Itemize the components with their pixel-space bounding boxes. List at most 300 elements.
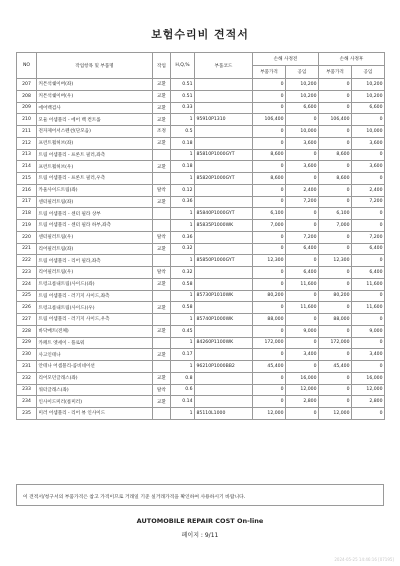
- row-item: 전자제어서스펜션(단모음): [37, 126, 153, 138]
- row-item: 카울사이드트림(좌): [37, 184, 153, 196]
- row-after-labor: 9,000: [352, 325, 385, 337]
- row-work: 교환: [153, 137, 171, 149]
- row-after-part-price: 0: [319, 278, 352, 290]
- row-no: 219: [17, 220, 37, 232]
- table-row: [17, 349, 385, 361]
- row-after-labor: 0: [352, 290, 385, 302]
- row-before-labor: 7,200: [286, 231, 319, 243]
- row-before-part-price: 8,600: [253, 149, 286, 161]
- row-no: 229: [17, 337, 37, 349]
- row-item: 미러 어셈블리 - 리어 뷰 인사이드: [37, 408, 153, 420]
- row-hqty: 1: [171, 220, 195, 232]
- row-part-code: 85850P1000GYT: [195, 255, 253, 267]
- table-row: [17, 278, 385, 290]
- row-part-code: 85740P1000WK: [195, 314, 253, 326]
- row-part-code: [195, 325, 253, 337]
- row-part-code: [195, 384, 253, 396]
- row-before-labor: 0: [286, 149, 319, 161]
- table-row: [17, 208, 385, 220]
- row-after-part-price: 172,000: [319, 337, 352, 349]
- row-after-labor: 0: [352, 220, 385, 232]
- row-after-labor: 11,600: [352, 278, 385, 290]
- row-before-part-price: 0: [253, 267, 286, 279]
- row-no: 221: [17, 243, 37, 255]
- header-after-part-price: 부품가격: [319, 66, 352, 79]
- row-item: 리어필러트림(좌): [37, 243, 153, 255]
- row-no: 209: [17, 102, 37, 114]
- row-item: 모듈 어셈블리 - 에어 백 컨트롤: [37, 114, 153, 126]
- row-no: 231: [17, 361, 37, 373]
- row-work: 교환: [153, 278, 171, 290]
- row-before-labor: 0: [286, 173, 319, 185]
- row-before-part-price: 7,000: [253, 220, 286, 232]
- row-after-part-price: 88,000: [319, 314, 352, 326]
- header-work: 작업: [153, 53, 171, 79]
- row-part-code: [195, 79, 253, 91]
- row-after-part-price: 0: [319, 372, 352, 384]
- row-after-labor: 0: [352, 173, 385, 185]
- row-work: 교환: [153, 325, 171, 337]
- row-before-part-price: 0: [253, 184, 286, 196]
- row-before-labor: 3,600: [286, 161, 319, 173]
- row-before-part-price: 0: [253, 372, 286, 384]
- row-hqty: 0.14: [171, 396, 195, 408]
- table-row: [17, 220, 385, 232]
- row-work: 탈착: [153, 231, 171, 243]
- row-after-part-price: 0: [319, 90, 352, 102]
- row-part-code: 85810P1000GYT: [195, 149, 253, 161]
- row-before-part-price: 0: [253, 396, 286, 408]
- row-item: 리어모던글래스(좌): [37, 372, 153, 384]
- row-after-part-price: 0: [319, 302, 352, 314]
- table-row: [17, 184, 385, 196]
- row-before-labor: 6,400: [286, 243, 319, 255]
- row-item: 트렁크룸내트림(사이드)(우): [37, 302, 153, 314]
- row-work: 교환: [153, 90, 171, 102]
- row-after-part-price: 106,400: [319, 114, 352, 126]
- table-row: [17, 79, 385, 91]
- row-after-labor: 10,000: [352, 126, 385, 138]
- row-hqty: 1: [171, 290, 195, 302]
- table-row: [17, 396, 385, 408]
- row-part-code: [195, 243, 253, 255]
- row-after-labor: 7,200: [352, 196, 385, 208]
- header-part-code: 부품코드: [195, 53, 253, 79]
- row-work: 교환: [153, 372, 171, 384]
- row-hqty: 1: [171, 173, 195, 185]
- row-before-labor: 6,400: [286, 267, 319, 279]
- row-item: 카페트 엣세이 - 플로워: [37, 337, 153, 349]
- row-hqty: 0.5: [171, 126, 195, 138]
- row-item: 안테나 어셈블리-콤비네이션: [37, 361, 153, 373]
- row-item: 트림 어셈블리 - 러기지 사이드,우측: [37, 314, 153, 326]
- row-before-part-price: 0: [253, 196, 286, 208]
- footer-title: AUTOMOBILE REPAIR COST On-line: [136, 517, 264, 525]
- row-before-part-price: 0: [253, 90, 286, 102]
- row-no: 225: [17, 290, 37, 302]
- row-no: 235: [17, 408, 37, 420]
- row-before-labor: 0: [286, 408, 319, 420]
- row-after-labor: 0: [352, 255, 385, 267]
- row-before-labor: 9,000: [286, 325, 319, 337]
- row-hqty: 0.12: [171, 184, 195, 196]
- price-notice: 이 견적서/청구서의 부품가격은 참고 가격이므로 거래일 기준 실거래가격을 확인하여 사용하시기 바랍니다.: [16, 484, 384, 506]
- row-after-labor: 3,400: [352, 349, 385, 361]
- row-before-part-price: 0: [253, 79, 286, 91]
- row-item: 트림 어셈블리 - 러기지 사이드,좌측: [37, 290, 153, 302]
- row-after-part-price: 0: [319, 184, 352, 196]
- row-part-code: [195, 90, 253, 102]
- header-after-adjustment: 손해 사정후: [319, 53, 385, 66]
- row-after-part-price: 0: [319, 196, 352, 208]
- row-no: 214: [17, 161, 37, 173]
- row-before-part-price: 0: [253, 349, 286, 361]
- row-item: 트렁크룸내트림(사이드)(좌): [37, 278, 153, 290]
- row-before-labor: 0: [286, 255, 319, 267]
- row-hqty: 0.36: [171, 231, 195, 243]
- row-no: 222: [17, 255, 37, 267]
- row-part-code: 85110L1000: [195, 408, 253, 420]
- row-after-part-price: 0: [319, 243, 352, 255]
- row-after-labor: 3,600: [352, 137, 385, 149]
- row-item: 프런트휠허브(우): [37, 161, 153, 173]
- table-row: [17, 325, 385, 337]
- row-after-labor: 0: [352, 208, 385, 220]
- row-hqty: 1: [171, 314, 195, 326]
- row-work: 교환: [153, 114, 171, 126]
- row-before-part-price: 12,000: [253, 408, 286, 420]
- row-work: [153, 173, 171, 185]
- row-work: [153, 361, 171, 373]
- table-row: [17, 408, 385, 420]
- row-before-labor: 2,400: [286, 184, 319, 196]
- row-part-code: [195, 372, 253, 384]
- table-row: [17, 149, 385, 161]
- row-hqty: 1: [171, 114, 195, 126]
- row-item: 트림 어셈블리 - 리어 필라,좌측: [37, 255, 153, 267]
- row-after-labor: 2,800: [352, 396, 385, 408]
- row-before-part-price: 0: [253, 102, 286, 114]
- row-before-labor: 10,000: [286, 126, 319, 138]
- row-no: 233: [17, 384, 37, 396]
- row-after-labor: 12,000: [352, 384, 385, 396]
- row-work: 교환: [153, 243, 171, 255]
- header-item: 작업항목 및 부품명: [37, 53, 153, 79]
- row-item: 센터필러트림(좌): [37, 196, 153, 208]
- row-before-labor: 2,800: [286, 396, 319, 408]
- row-item: 트림 어셈블리 - 센터 필라 하부,좌측: [37, 220, 153, 232]
- row-hqty: 0.51: [171, 90, 195, 102]
- row-work: 교환: [153, 161, 171, 173]
- table-row: [17, 255, 385, 267]
- row-item: 커튼석쉐이버(우): [37, 90, 153, 102]
- row-no: 211: [17, 126, 37, 138]
- row-before-labor: 16,000: [286, 372, 319, 384]
- table-row: [17, 173, 385, 185]
- table-row: [17, 267, 385, 279]
- row-no: 223: [17, 267, 37, 279]
- table-row: [17, 126, 385, 138]
- row-hqty: 0.32: [171, 267, 195, 279]
- row-part-code: [195, 102, 253, 114]
- row-after-part-price: 6,100: [319, 208, 352, 220]
- row-after-labor: 0: [352, 114, 385, 126]
- row-part-code: [195, 267, 253, 279]
- table-row: [17, 361, 385, 373]
- row-part-code: [195, 231, 253, 243]
- row-no: 224: [17, 278, 37, 290]
- row-no: 208: [17, 90, 37, 102]
- row-after-labor: 6,400: [352, 243, 385, 255]
- row-part-code: [195, 196, 253, 208]
- row-after-labor: 10,200: [352, 79, 385, 91]
- row-before-labor: 0: [286, 208, 319, 220]
- row-after-labor: 3,600: [352, 161, 385, 173]
- table-row: [17, 196, 385, 208]
- row-after-labor: 0: [352, 408, 385, 420]
- header-before-adjustment: 손해 사정전: [253, 53, 319, 66]
- row-work: [153, 255, 171, 267]
- row-before-labor: 7,200: [286, 196, 319, 208]
- row-item: 쿼터글래스(좌): [37, 384, 153, 396]
- row-before-labor: 10,200: [286, 79, 319, 91]
- table-row: [17, 337, 385, 349]
- row-item: 바닥매트(전체): [37, 325, 153, 337]
- row-part-code: [195, 349, 253, 361]
- row-after-labor: 0: [352, 149, 385, 161]
- row-work: 교환: [153, 79, 171, 91]
- table-row: [17, 161, 385, 173]
- row-hqty: 0.33: [171, 102, 195, 114]
- row-no: 216: [17, 184, 37, 196]
- row-before-labor: 0: [286, 114, 319, 126]
- row-before-part-price: 0: [253, 384, 286, 396]
- row-after-part-price: 0: [319, 325, 352, 337]
- row-after-part-price: 12,300: [319, 255, 352, 267]
- row-after-part-price: 0: [319, 231, 352, 243]
- row-after-part-price: 80,200: [319, 290, 352, 302]
- row-work: 탈착: [153, 267, 171, 279]
- row-before-part-price: 6,100: [253, 208, 286, 220]
- row-part-code: 85820P1000GYT: [195, 173, 253, 185]
- row-item: 커튼석쉐이버(좌): [37, 79, 153, 91]
- row-work: [153, 208, 171, 220]
- row-before-part-price: 0: [253, 161, 286, 173]
- row-part-code: [195, 184, 253, 196]
- row-before-labor: 3,600: [286, 137, 319, 149]
- row-before-part-price: 0: [253, 325, 286, 337]
- row-after-labor: 0: [352, 314, 385, 326]
- row-after-part-price: 45,400: [319, 361, 352, 373]
- row-item: 리어필러트림(우): [37, 267, 153, 279]
- row-no: 227: [17, 314, 37, 326]
- row-before-part-price: 0: [253, 243, 286, 255]
- table-row: [17, 90, 385, 102]
- row-after-labor: 16,000: [352, 372, 385, 384]
- row-item: 트림 어셈블리 - 프론트 필러,좌측: [37, 149, 153, 161]
- row-part-code: 96210P1000BB2: [195, 361, 253, 373]
- row-work: [153, 220, 171, 232]
- table-row: [17, 243, 385, 255]
- row-after-labor: 2,400: [352, 184, 385, 196]
- row-work: 교환: [153, 302, 171, 314]
- row-item: 센터필러트림(우): [37, 231, 153, 243]
- row-part-code: 85840P1000GYT: [195, 208, 253, 220]
- row-before-part-price: 0: [253, 137, 286, 149]
- header-before-labor: 공임: [286, 66, 319, 79]
- row-work: [153, 314, 171, 326]
- table-row: [17, 137, 385, 149]
- row-no: 234: [17, 396, 37, 408]
- row-no: 210: [17, 114, 37, 126]
- row-hqty: 0.8: [171, 372, 195, 384]
- row-hqty: 0.6: [171, 384, 195, 396]
- row-before-part-price: 80,200: [253, 290, 286, 302]
- row-no: 217: [17, 196, 37, 208]
- table-row: [17, 372, 385, 384]
- row-hqty: 1: [171, 408, 195, 420]
- row-work: [153, 290, 171, 302]
- row-hqty: 0.17: [171, 349, 195, 361]
- row-before-labor: 11,600: [286, 302, 319, 314]
- row-hqty: 0.18: [171, 161, 195, 173]
- row-hqty: 0.58: [171, 278, 195, 290]
- row-work: 교환: [153, 102, 171, 114]
- row-hqty: 0.51: [171, 79, 195, 91]
- row-before-part-price: 45,400: [253, 361, 286, 373]
- row-before-labor: 0: [286, 290, 319, 302]
- row-item: 인사이드미러(룸미러): [37, 396, 153, 408]
- row-item: 트림 어셈블리 - 프론트 필러,우측: [37, 173, 153, 185]
- row-work: 교환: [153, 349, 171, 361]
- row-after-labor: 7,200: [352, 231, 385, 243]
- row-before-part-price: 88,000: [253, 314, 286, 326]
- table-row: [17, 114, 385, 126]
- row-after-labor: 10,200: [352, 90, 385, 102]
- row-hqty: 0.45: [171, 325, 195, 337]
- header-after-labor: 공임: [352, 66, 385, 79]
- header-before-part-price: 부품가격: [253, 66, 286, 79]
- row-hqty: 1: [171, 337, 195, 349]
- row-after-part-price: 8,600: [319, 149, 352, 161]
- row-work: [153, 408, 171, 420]
- table-row: [17, 231, 385, 243]
- row-after-part-price: 0: [319, 161, 352, 173]
- row-part-code: 85835P1000WK: [195, 220, 253, 232]
- row-no: 213: [17, 149, 37, 161]
- row-after-part-price: 0: [319, 126, 352, 138]
- page-number: 페이지 : 9/11: [181, 532, 219, 539]
- row-after-part-price: 8,600: [319, 173, 352, 185]
- row-no: 207: [17, 79, 37, 91]
- row-hqty: 0.36: [171, 196, 195, 208]
- row-hqty: 1: [171, 208, 195, 220]
- header-hqty: H,Q,%: [171, 53, 195, 79]
- row-after-labor: 6,400: [352, 267, 385, 279]
- row-work: 조정: [153, 126, 171, 138]
- row-item: 프런트휠허브(좌): [37, 137, 153, 149]
- row-no: 220: [17, 231, 37, 243]
- row-after-part-price: 0: [319, 79, 352, 91]
- row-after-labor: 0: [352, 361, 385, 373]
- row-before-part-price: 172,000: [253, 337, 286, 349]
- row-before-part-price: 0: [253, 126, 286, 138]
- row-before-labor: 6,600: [286, 102, 319, 114]
- row-part-code: [195, 126, 253, 138]
- row-work: 탈착: [153, 384, 171, 396]
- row-after-part-price: 0: [319, 349, 352, 361]
- row-before-labor: 10,200: [286, 90, 319, 102]
- row-before-labor: 0: [286, 314, 319, 326]
- row-after-labor: 6,600: [352, 102, 385, 114]
- print-timestamp: 2024-05-25 14:46:16 [07195]: [334, 557, 394, 562]
- document-title: 보험수리비 견적서: [151, 28, 249, 41]
- table-row: [17, 302, 385, 314]
- row-part-code: [195, 278, 253, 290]
- row-before-labor: 0: [286, 361, 319, 373]
- row-after-part-price: 0: [319, 102, 352, 114]
- row-part-code: 84260P1100WK: [195, 337, 253, 349]
- row-before-part-price: 0: [253, 302, 286, 314]
- row-hqty: 0.32: [171, 243, 195, 255]
- row-hqty: 0.18: [171, 137, 195, 149]
- table-row: [17, 102, 385, 114]
- row-no: 215: [17, 173, 37, 185]
- row-before-labor: 0: [286, 337, 319, 349]
- row-before-labor: 3,400: [286, 349, 319, 361]
- row-after-part-price: 0: [319, 396, 352, 408]
- row-item: 사고인테나: [37, 349, 153, 361]
- row-before-labor: 11,600: [286, 278, 319, 290]
- row-before-part-price: 12,300: [253, 255, 286, 267]
- row-work: 교환: [153, 196, 171, 208]
- row-before-part-price: 106,400: [253, 114, 286, 126]
- row-part-code: 85730P1010WK: [195, 290, 253, 302]
- row-after-part-price: 12,000: [319, 408, 352, 420]
- row-no: 232: [17, 372, 37, 384]
- table-row: [17, 290, 385, 302]
- row-after-labor: 11,600: [352, 302, 385, 314]
- row-after-part-price: 7,000: [319, 220, 352, 232]
- row-hqty: 0.58: [171, 302, 195, 314]
- row-item: 에어백검사: [37, 102, 153, 114]
- header-no: NO: [17, 53, 37, 79]
- row-before-part-price: 8,600: [253, 173, 286, 185]
- row-before-labor: 0: [286, 220, 319, 232]
- row-hqty: 1: [171, 255, 195, 267]
- row-work: [153, 337, 171, 349]
- row-work: [153, 149, 171, 161]
- row-item: 트림 어셈블리 - 센터 필라 상부: [37, 208, 153, 220]
- row-no: 218: [17, 208, 37, 220]
- row-part-code: [195, 396, 253, 408]
- row-before-part-price: 0: [253, 231, 286, 243]
- row-part-code: [195, 137, 253, 149]
- estimate-table: [16, 52, 385, 420]
- row-after-part-price: 0: [319, 137, 352, 149]
- row-no: 228: [17, 325, 37, 337]
- row-work: 교환: [153, 396, 171, 408]
- row-hqty: 1: [171, 361, 195, 373]
- table-row: [17, 384, 385, 396]
- row-no: 212: [17, 137, 37, 149]
- row-no: 230: [17, 349, 37, 361]
- row-no: 226: [17, 302, 37, 314]
- row-part-code: [195, 161, 253, 173]
- row-before-labor: 12,000: [286, 384, 319, 396]
- table-body: [17, 79, 385, 420]
- row-hqty: 1: [171, 149, 195, 161]
